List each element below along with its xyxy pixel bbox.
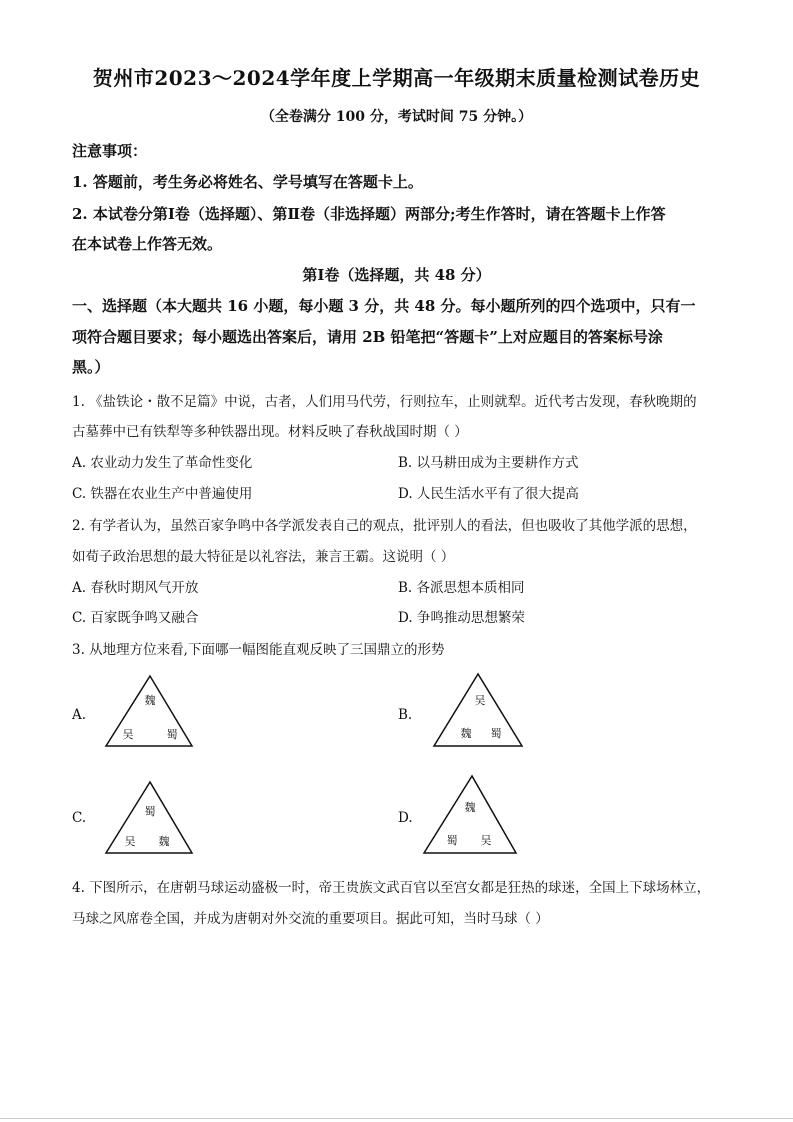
page-bottom-divider (0, 1118, 793, 1119)
triangle-outline (434, 674, 522, 746)
section-instructions-line3: 黑。） (72, 358, 110, 376)
question-3-option-b-label: B. (398, 707, 413, 723)
notes-heading: 注意事项： (72, 142, 148, 160)
note-item-2-line2: 在本试卷上作答无效。 (72, 235, 223, 253)
note-item-2-line1: 2. 本试卷分第Ⅰ卷（选择题）、第Ⅱ卷（非选择题）两部分;考生作答时，请在答题卡上作答 (72, 205, 666, 223)
question-3-option-c-label: C. (72, 810, 87, 826)
section-heading: 第Ⅰ卷（选择题，共 48 分） (302, 266, 491, 284)
section-instructions-line1: 一、选择题（本大题共 16 小题，每小题 3 分，共 48 分。每小题所列的四个选项中，只有一 (72, 297, 696, 315)
question-4-line1: 4. 下图所示，在唐朝马球运动盛极一时，帝王贵族文武百官以至宫女都是狂热的球迷，全国上下球场林立， (72, 880, 711, 896)
question-3-option-b-triangle (432, 672, 524, 750)
exam-subtitle: （全卷满分 100 分，考试时间 75 分钟。） (260, 109, 533, 125)
triangle-right-label: 魏 (158, 835, 170, 848)
triangle-outline (424, 776, 516, 853)
triangle-outline (106, 676, 192, 746)
question-2-option-b: B. 各派思想本质相同 (398, 580, 525, 596)
question-1-option-a: A. 农业动力发生了革命性变化 (72, 455, 253, 471)
question-1-option-d: D. 人民生活水平有了很大提高 (398, 486, 579, 502)
question-3-line1: 3. 从地理方位来看,下面哪一幅图能直观反映了三国鼎立的形势 (72, 642, 445, 658)
question-4-line2: 马球之风席卷全国，并成为唐朝对外交流的重要项目。据此可知，当时马球（ ） (72, 911, 549, 927)
question-3-option-d-label: D. (398, 810, 413, 826)
triangle-right-label: 蜀 (166, 728, 178, 741)
triangle-left-label: 蜀 (446, 834, 458, 847)
question-1-line2: 古墓葬中已有铁犁等多种铁器出现。材料反映了春秋战国时期（ ） (72, 424, 468, 440)
question-2-option-c: C. 百家既争鸣又融合 (72, 610, 199, 626)
exam-title: 贺州市2023～2024学年度上学期高一年级期末质量检测试卷历史 (92, 66, 701, 90)
question-2-line2: 如荀子政治思想的最大特征是以礼容法，兼言王霸。这说明（ ） (72, 549, 455, 565)
question-3-option-c-triangle (104, 780, 196, 856)
question-3-option-a-triangle (104, 674, 196, 750)
question-2-option-d: D. 争鸣推动思想繁荣 (398, 610, 525, 626)
question-1-option-b: B. 以马耕田成为主要耕作方式 (398, 455, 579, 471)
triangle-left-label: 魏 (460, 727, 472, 740)
triangle-top-label: 蜀 (144, 805, 156, 818)
triangle-top-label: 吴 (474, 694, 486, 707)
question-1-option-c: C. 铁器在农业生产中普遍使用 (72, 486, 253, 502)
triangle-top-label: 魏 (464, 801, 476, 814)
triangle-right-label: 吴 (480, 834, 492, 847)
section-instructions-line2: 项符合题目要求；每小题选出答案后，请用 2B 铅笔把“答题卡”上对应题目的答案标号涂 (72, 328, 663, 346)
triangle-right-label: 蜀 (490, 727, 502, 740)
question-1-line1: 1. 《盐铁论・散不足篇》中说，古者，人们用马代劳，行则拉车，止则就犁。近代考古发现，春秋晚期的 (72, 394, 697, 410)
triangle-top-label: 魏 (144, 694, 156, 707)
note-item-1: 1. 答题前，考生务必将姓名、学号填写在答题卡上。 (72, 173, 423, 191)
question-2-option-a: A. 春秋时期风气开放 (72, 580, 199, 596)
question-3-option-a-label: A. (72, 707, 87, 723)
question-2-line1: 2. 有学者认为，虽然百家争鸣中各学派发表自己的观点，批评别人的看法，但也吸收了其他学派的思想， (72, 518, 697, 534)
question-3-option-d-triangle (422, 774, 520, 856)
triangle-left-label: 吴 (124, 835, 136, 848)
triangle-left-label: 吴 (122, 728, 134, 741)
